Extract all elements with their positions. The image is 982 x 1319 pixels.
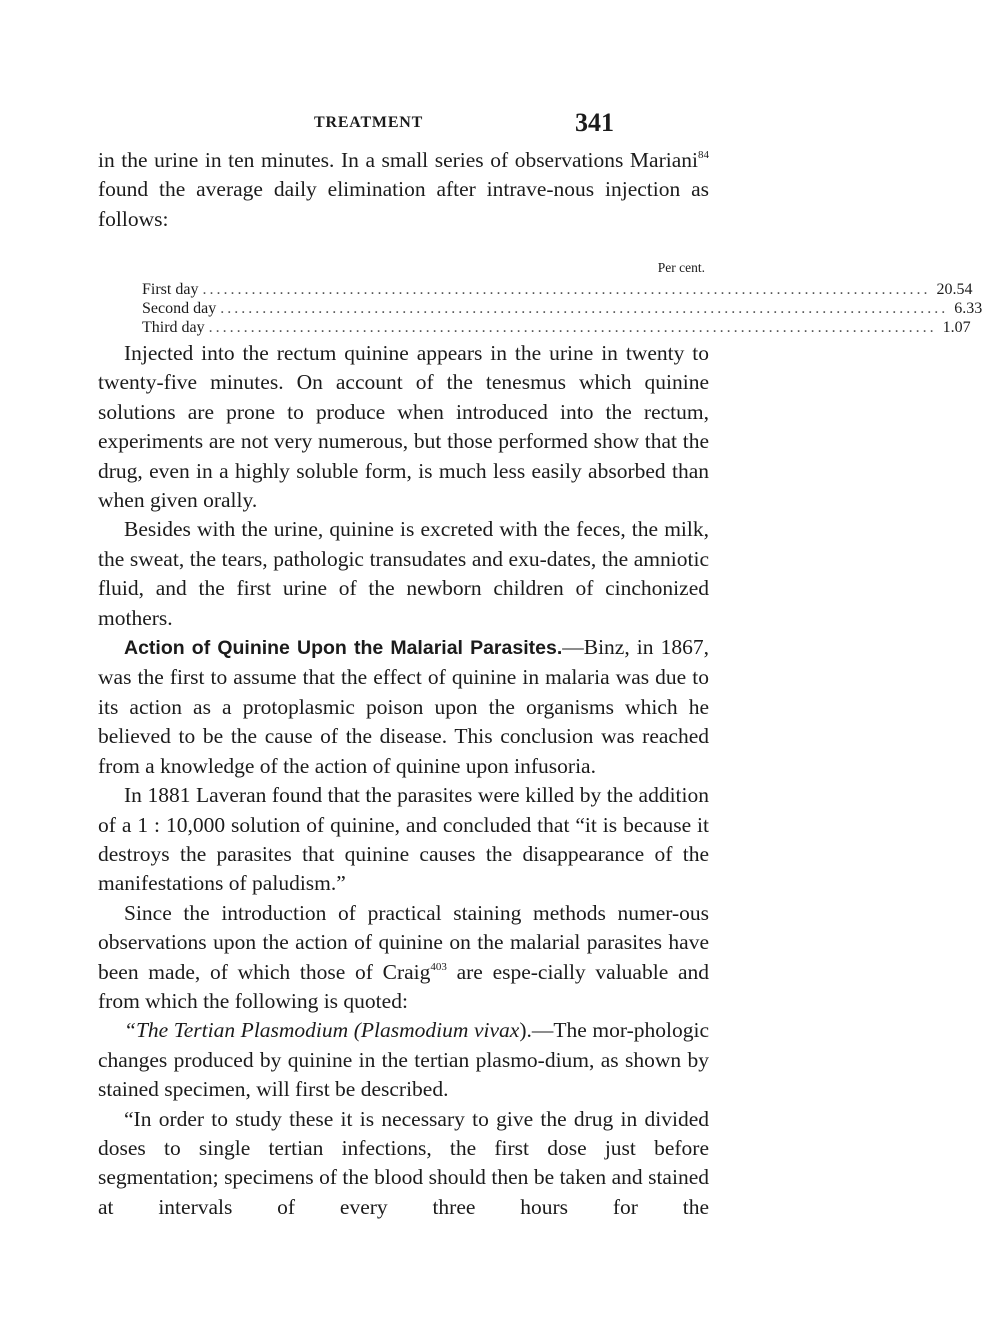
reference-marker: 403 [430,960,447,973]
row-value: 1.07 [942,319,971,336]
row-value: 6.33 [954,300,982,317]
dot-leader: ........................................................................................................ [202,281,931,298]
intro-paragraph [98,146,709,234]
species-name: Plasmodium vivax [360,1018,520,1043]
table-row [142,299,982,318]
row-value: 20.54 [936,281,973,298]
table-row [142,280,973,299]
paragraph-excretion: Besides with the urine, quinine is excreted with the feces, the milk, the sweat, the tears, pathologic transudates and exu-dates, the amniotic fluid, and the first urine of the newborn children of cinchonized mothers. [98,517,709,630]
paragraph-rectum: Injected into the rectum quinine appears in the urine in twenty to twenty-five minutes. On account of the tenesmus which quinine solutions are prone to produce when introduced into the rectum, experiments are not very numerous, but those performed show that the drug, even in a highly soluble form, is much less easily absorbed than when given orally. [98,341,709,513]
section-heading: Action of Quinine Upon the Malarial Parasites. [124,637,563,660]
elimination-table [142,258,982,337]
paragraph-action: Action of Quinine Upon the Malarial Parasites.—Binz, in 1867, was the first to assume that the effect of quinine in malaria was due to its action as a protoplasmic poison upon the organisms which he believed to be the cause of the disease. This conclusion was reached from a knowledge of the action of quinine upon infusoria. [98,635,709,778]
paragraph-order: “In order to study these it is necessary to give the drug in divided doses to single tertian infections, the first dose just before segmentation; specimens of the blood should then be taken and stained at intervals of every three hours for the [98,1106,709,1219]
intro-text: in the urine in ten minutes. In a small series of observations Mariani$^{84}$ found the average daily elimination after intrave-nous injection as follows: [98,148,709,231]
paragraph-laveran: In 1881 Laveran found that the parasites were killed by the addition of a 1 : 10,000 solution of quinine, and concluded that “it is because it destroys the parasites that quinine causes the disappearance of the manifestations of paludism.” [98,783,709,896]
paragraph-craig: Since the introduction of practical staining methods numer-ous observations upon the action of quinine on the malarial parasites have been made, of which those of Craig$^{403}$ are espe-cially valuable and from which the following is quoted: [98,900,709,1013]
row-label: Third day [142,319,205,336]
dot-leader: ........................................................................................................ [220,300,949,317]
table-column-header: Per cent. [657,260,705,275]
dot-leader: ........................................................................................................ [208,319,937,336]
table-row [142,318,971,337]
subsection-title: “The Tertian Plasmodium ( [124,1018,361,1043]
page-number: 341 [575,108,614,137]
body-text [98,339,709,1222]
paragraph-tertian: “The Tertian Plasmodium (Plasmodium vivax).—The mor-phologic changes produced by quinine in the tertian plasmo-dium, as shown by stained specimen, will first be described. [98,1018,709,1102]
running-title: TREATMENT [314,114,424,131]
row-label: Second day [142,300,217,317]
reference-marker: 84 [698,149,709,161]
row-label: First day [142,281,199,298]
page-header [0,108,800,148]
